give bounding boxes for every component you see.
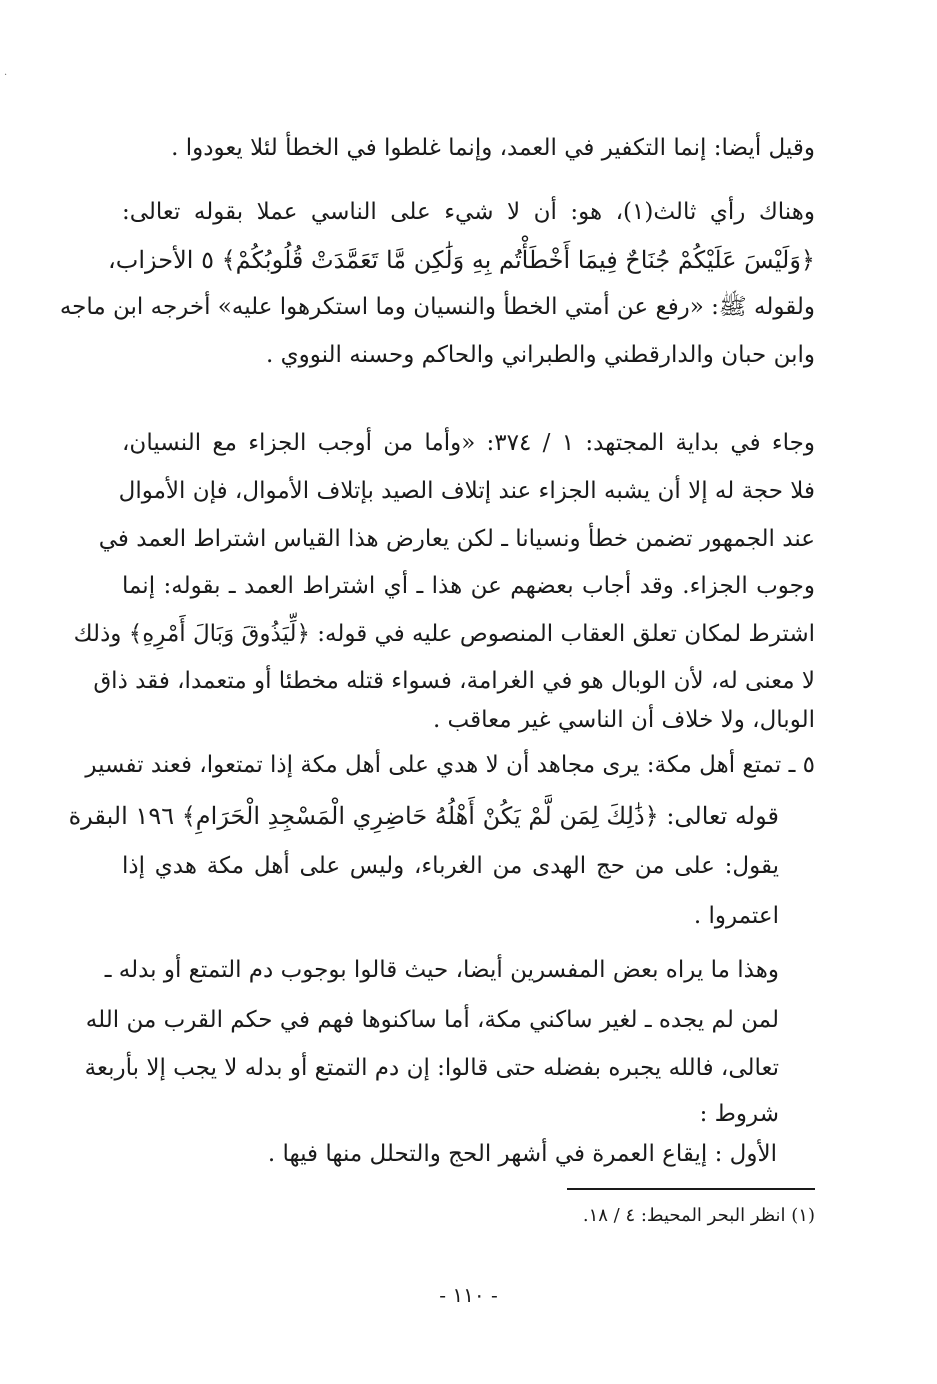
text-line: الوبال، ولا خلاف أن الناسي غير معاقب .: [432, 707, 815, 733]
page-number: - ١١٠ -: [439, 1283, 498, 1307]
text-line: يقول: على من حج الهدى من الغرباء، وليس على أهل مكة هدي إذا: [122, 853, 779, 879]
scan-edge-mark: ·: [4, 70, 8, 81]
text-line: تعالى، فالله يجبره بفضله حتى قالوا: إن دم التمتع أو بدله لا يجب إلا بأربعة: [84, 1055, 779, 1081]
text-line: الأول : إيقاع العمرة في أشهر الحج والتحلل منها فيها .: [267, 1141, 777, 1167]
footnote-divider: [567, 1188, 815, 1190]
quran-verse-line: قوله تعالى: ﴿ذَٰلِكَ لِمَن لَّمْ يَكُنْ أَهْلُهُ حَاضِرِي الْمَسْجِدِ الْحَرَامِ﴾ ١٩٦ البقرة: [68, 802, 779, 830]
quran-verse-line: ﴿وَلَيْسَ عَلَيْكُمْ جُنَاحٌ فِيمَا أَخْطَأْتُم بِهِ وَلَٰكِن مَّا تَعَمَّدَتْ قُلُوبُكُمْ﴾ ٥ الأحزاب،: [108, 246, 815, 274]
text-line: عند الجمهور تضمن خطأ ونسيانا ـ لكن يعارض هذا القياس اشتراط العمد في: [98, 526, 815, 552]
text-line: اشترط لمكان تعلق العقاب المنصوص عليه في قوله: ﴿لِّيَذُوقَ وَبَالَ أَمْرِهِ﴾ وذلك: [73, 621, 815, 647]
footnote: (١) انظر البحر المحيط: ٤ / ١٨.: [582, 1205, 815, 1226]
text-line: لمن لم يجده ـ لغير ساكني مكة، أما ساكنوها فهم في حكم القرب من الله: [85, 1007, 779, 1033]
text-line: وهناك رأي ثالث(١)، هو: أن لا شيء على الناسي عملا بقوله تعالى:: [122, 199, 815, 225]
text-line: شروط :: [699, 1101, 779, 1127]
hadith-line: ولقوله ﷺ: «رفع عن أمتي الخطأ والنسيان وما استكرهوا عليه» أخرجه ابن ماجه: [59, 294, 815, 320]
text-line: وجوب الجزاء. وقد أجاب بعضهم عن هذا ـ أي اشتراط العمد ـ بقوله: إنما: [122, 573, 815, 599]
text-line: فلا حجة له إلا أن يشبه الجزاء عند إتلاف الصيد بإتلاف الأموال، فإن الأموال: [118, 478, 815, 504]
text-line: وهذا ما يراه بعض المفسرين أيضا، حيث قالوا بوجوب دم التمتع أو بدله ـ: [104, 957, 779, 983]
text-line: وجاء في بداية المجتهد: ١ / ٣٧٤: «وأما من أوجب الجزاء مع النسيان،: [122, 430, 815, 456]
text-line: وقيل أيضا: إنما التكفير في العمد، وإنما غلطوا في الخطأ لئلا يعودوا .: [171, 135, 815, 161]
text-line: لا معنى له، لأن الوبال هو في الغرامة، فسواء قتله مخطئا أو متعمدا، فقد ذاق: [93, 668, 815, 694]
section-heading-line: ٥ ـ تمتع أهل مكة: يرى مجاهد أن لا هدي على أهل مكة إذا تمتعوا، فعند تفسير: [85, 752, 815, 778]
text-line: اعتمروا .: [693, 903, 779, 929]
text-line: وابن حبان والدارقطني والطبراني والحاكم وحسنه النووي .: [265, 342, 815, 368]
